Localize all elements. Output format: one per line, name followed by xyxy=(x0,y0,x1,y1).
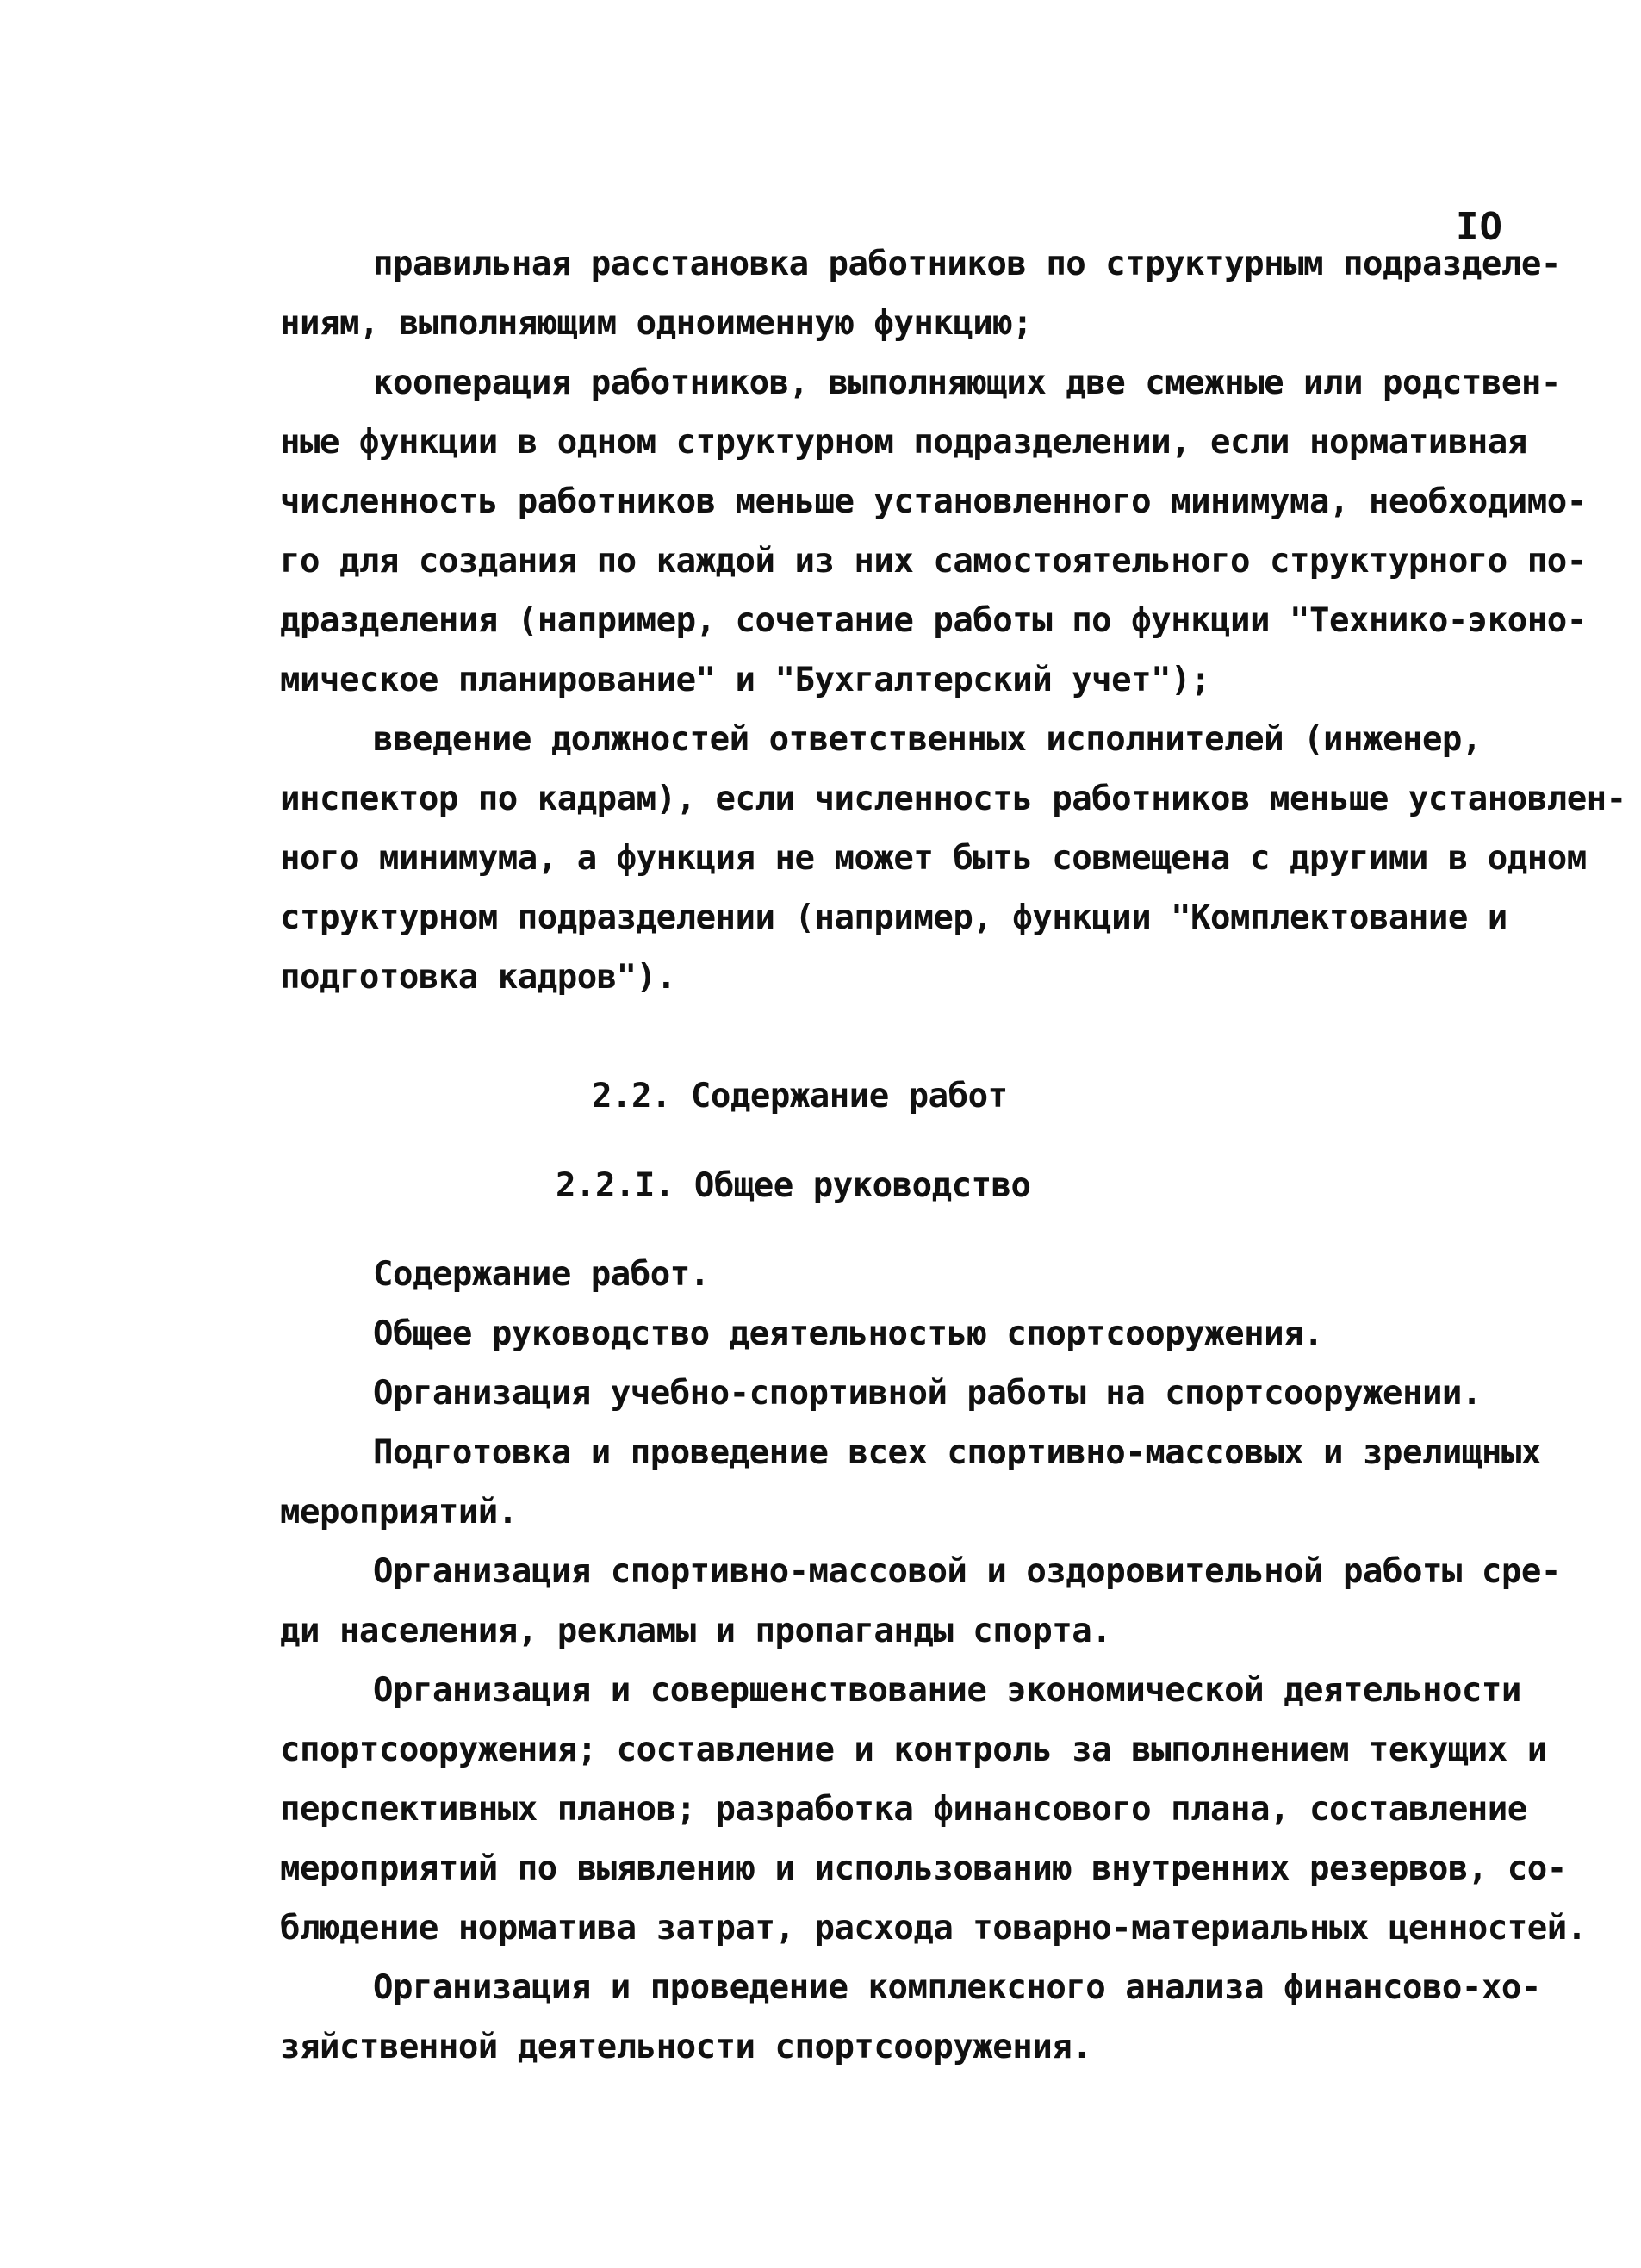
content-line: Организация учебно-спортивной работы на спортсооружении. xyxy=(373,1374,1482,1413)
paragraph-line: введение должностей ответственных исполнителей (инженер, xyxy=(373,720,1482,759)
content-line: Содержание работ. xyxy=(373,1255,710,1294)
content-line: блюдение норматива затрат, расхода товарно-материальных ценностей. xyxy=(280,1909,1587,1948)
section-heading: 2.2. Содержание работ xyxy=(592,1077,1008,1115)
document-body xyxy=(280,234,1626,2077)
content-line: спортсооружения; составление и контроль за выполнением текущих и xyxy=(280,1731,1547,1769)
paragraph-line: ные функции в одном структурном подразделении, если нормативная xyxy=(280,423,1527,462)
paragraph-line: ного минимума, а функция не может быть совмещена с другими в одном xyxy=(280,839,1587,878)
paragraph-line: дразделения (например, сочетание работы по функции "Технико-эконо- xyxy=(280,601,1587,640)
content-line: Организация спортивно-массовой и оздоровительной работы сре- xyxy=(373,1552,1561,1591)
content-line: перспективных планов; разработка финансового плана, составление xyxy=(280,1790,1527,1829)
content-line: ди населения, рекламы и пропаганды спорта. xyxy=(280,1612,1112,1650)
paragraph-line: кооперация работников, выполняющих две смежные или родствен- xyxy=(373,364,1561,402)
content-line: Организация и совершенствование экономической деятельности xyxy=(373,1671,1521,1710)
paragraph-line: численность работников меньше установленного минимума, необходимо- xyxy=(280,482,1587,521)
paragraph-line: ниям, выполняющим одноименную функцию; xyxy=(280,304,1033,343)
paragraph-line: подготовка кадров"). xyxy=(280,958,676,997)
page-number: IO xyxy=(1456,205,1503,249)
content-line: зяйственной деятельности спортсооружения. xyxy=(280,2028,1092,2066)
paragraph-line: инспектор по кадрам), если численность работников меньше установлен- xyxy=(280,780,1626,818)
subsection-heading: 2.2.I. Общее руководство xyxy=(556,1166,1031,1205)
paragraph-line: мическое планирование" и "Бухгалтерский учет"); xyxy=(280,661,1211,699)
content-line: мероприятий по выявлению и использованию внутренних резервов, со- xyxy=(280,1849,1567,1888)
content-line: Организация и проведение комплексного анализа финансово-хо- xyxy=(373,1968,1541,2007)
content-line: мероприятий. xyxy=(280,1493,518,1532)
paragraph-line: го для создания по каждой из них самостоятельного структурного по- xyxy=(280,542,1587,581)
paragraph-line: правильная расстановка работников по структурным подразделе- xyxy=(373,245,1561,283)
content-line: Подготовка и проведение всех спортивно-массовых и зрелищных xyxy=(373,1433,1541,1472)
paragraph-line: структурном подразделении (например, функции "Комплектование и xyxy=(280,898,1507,937)
content-line: Общее руководство деятельностью спортсооружения. xyxy=(373,1314,1324,1353)
